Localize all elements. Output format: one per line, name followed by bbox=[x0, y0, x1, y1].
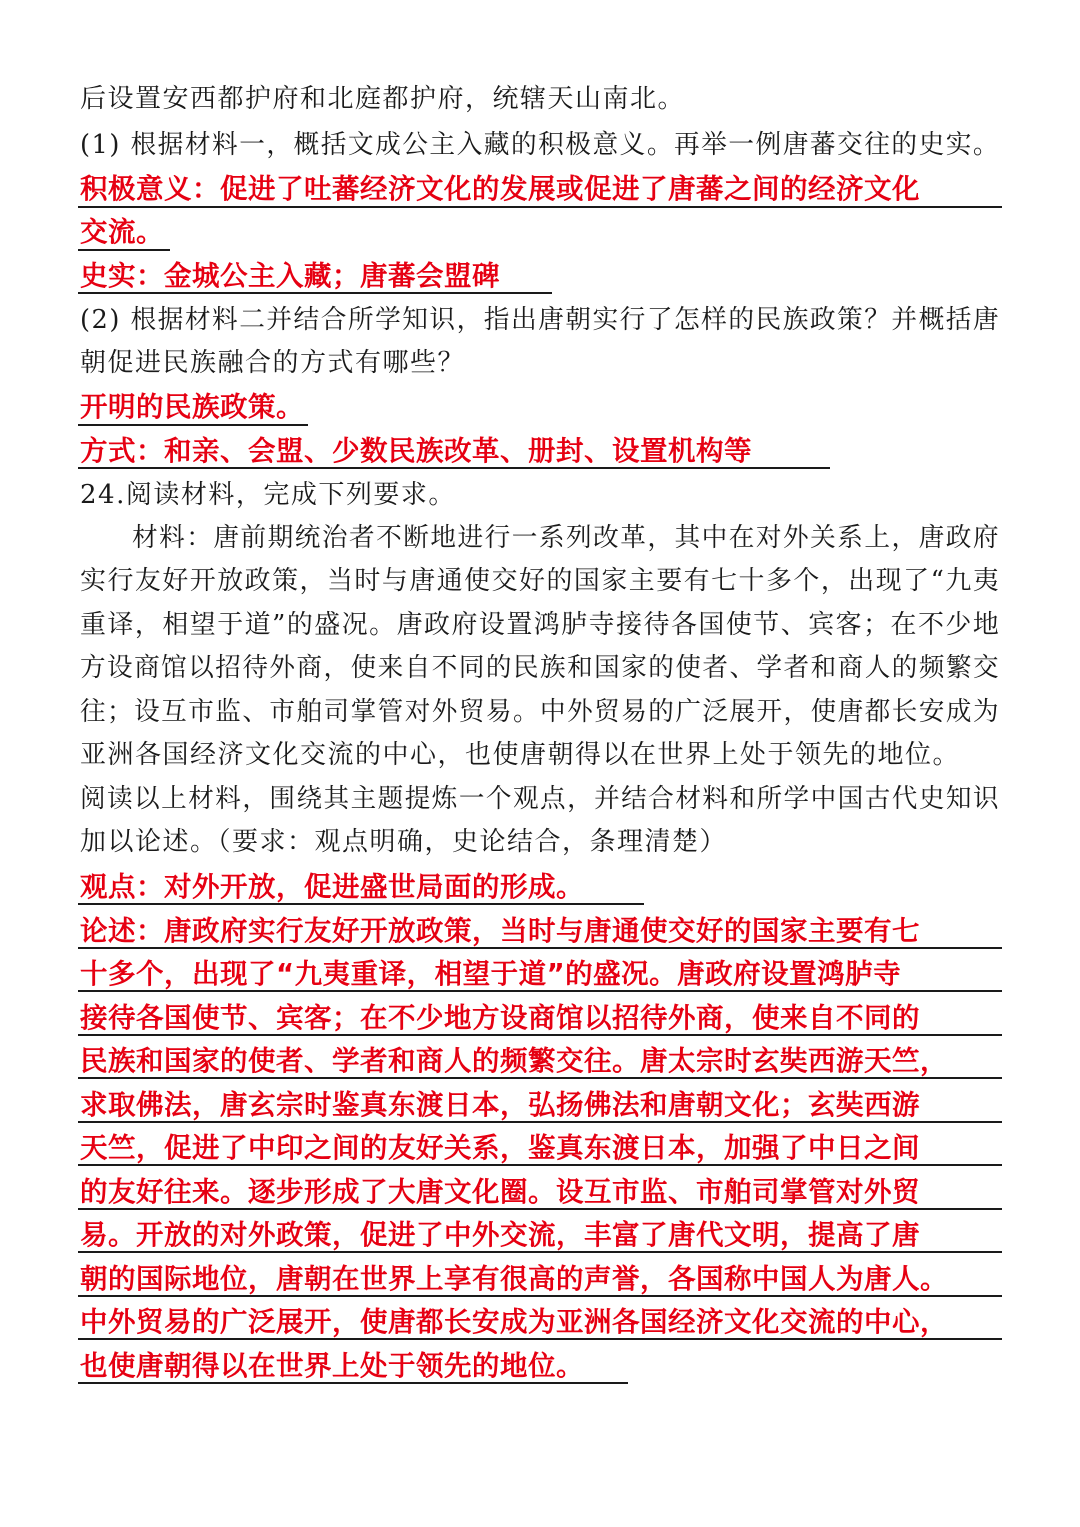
material-paragraph: 重译，相望于道”的盛况。唐政府设置鸿胪寺接待各国使节、宾客；在不少地 bbox=[80, 610, 1001, 640]
answer-underline bbox=[78, 1208, 1002, 1210]
answer-24-argument: 天竺，促进了中印之间的友好关系，鉴真东渡日本，加强了中日之间 bbox=[80, 1132, 920, 1164]
material-paragraph: 实行友好开放政策，当时与唐通使交好的国家主要有七十多个，出现了“九夷 bbox=[80, 566, 1001, 596]
answer-underline bbox=[78, 1295, 1002, 1297]
answer-24-argument: 易。开放的对外政策，促进了中外交流，丰富了唐代文明，提高了唐 bbox=[80, 1219, 920, 1251]
answer-underline bbox=[78, 206, 1002, 208]
answer-underline bbox=[78, 1121, 1002, 1123]
answer-underline bbox=[78, 990, 1002, 992]
answer-24-argument: 民族和国家的使者、学者和商人的频繁交往。唐太宗时玄奘西游天竺， bbox=[80, 1045, 948, 1077]
answer-underline bbox=[78, 467, 830, 469]
answer-24-argument: 求取佛法，唐玄宗时鉴真东渡日本，弘扬佛法和唐朝文化；玄奘西游 bbox=[80, 1089, 920, 1121]
answer-2-policy: 开明的民族政策。 bbox=[80, 391, 304, 423]
answer-1-facts: 史实：金城公主入藏；唐蕃会盟碑 bbox=[80, 260, 500, 292]
answer-24-argument: 十多个，出现了“九夷重译，相望于道”的盛况。唐政府设置鸿胪寺 bbox=[80, 958, 902, 990]
question-2: (2) 根据材料二并结合所学知识，指出唐朝实行了怎样的民族政策？并概括唐 bbox=[80, 305, 1001, 335]
answer-2-methods: 方式：和亲、会盟、少数民族改革、册封、设置机构等 bbox=[80, 435, 752, 467]
question-24-title: 24.阅读材料，完成下列要求。 bbox=[80, 480, 456, 510]
question-1: (1) 根据材料一，概括文成公主入藏的积极意义。再举一例唐蕃交往的史实。 bbox=[80, 130, 1001, 160]
material-paragraph: 亚洲各国经济文化交流的中心，也使唐朝得以在世界上处于领先的地位。 bbox=[80, 740, 961, 770]
answer-underline bbox=[78, 903, 644, 905]
answer-underline bbox=[78, 1164, 1002, 1166]
question-24-prompt: 阅读以上材料，围绕其主题提炼一个观点，并结合材料和所学中国古代史知识 bbox=[80, 784, 1001, 814]
material-paragraph: 往；设互市监、市舶司掌管对外贸易。中外贸易的广泛展开，使唐都长安成为 bbox=[80, 697, 1001, 727]
answer-24-viewpoint: 观点：对外开放，促进盛世局面的形成。 bbox=[80, 871, 584, 903]
answer-underline bbox=[78, 1338, 1002, 1340]
text-line: 后设置安西都护府和北庭都护府，统辖天山南北。 bbox=[80, 84, 686, 114]
answer-underline bbox=[78, 947, 1002, 949]
answer-underline bbox=[78, 1382, 628, 1384]
answer-24-argument: 也使唐朝得以在世界上处于领先的地位。 bbox=[80, 1350, 584, 1382]
material-paragraph: 材料：唐前期统治者不断地进行一系列改革，其中在对外关系上，唐政府 bbox=[132, 523, 1001, 553]
answer-24-argument: 中外贸易的广泛展开，使唐都长安成为亚洲各国经济文化交流的中心， bbox=[80, 1306, 948, 1338]
answer-24-argument: 接待各国使节、宾客；在不少地方设商馆以招待外商，使来自不同的 bbox=[80, 1002, 920, 1034]
answer-underline bbox=[78, 249, 170, 251]
answer-24-argument: 的友好往来。逐步形成了大唐文化圈。设互市监、市舶司掌管对外贸 bbox=[80, 1176, 920, 1208]
answer-underline bbox=[78, 1077, 1002, 1079]
question-2-cont: 朝促进民族融合的方式有哪些？ bbox=[80, 348, 466, 378]
question-24-prompt-cont: 加以论述。（要求：观点明确，史论结合，条理清楚） bbox=[80, 827, 728, 857]
answer-24-argument: 论述：唐政府实行友好开放政策，当时与唐通使交好的国家主要有七 bbox=[80, 915, 920, 947]
answer-underline bbox=[78, 1034, 1002, 1036]
answer-1-significance-cont: 交流。 bbox=[80, 216, 164, 248]
answer-underline bbox=[78, 292, 552, 294]
answer-24-argument: 朝的国际地位，唐朝在世界上享有很高的声誉，各国称中国人为唐人。 bbox=[80, 1263, 948, 1295]
answer-underline bbox=[78, 1251, 1002, 1253]
answer-underline bbox=[78, 424, 308, 426]
answer-1-significance: 积极意义：促进了吐蕃经济文化的发展或促进了唐蕃之间的经济文化 bbox=[80, 173, 920, 205]
material-paragraph: 方设商馆以招待外商，使来自不同的民族和国家的使者、学者和商人的频繁交 bbox=[80, 653, 1001, 683]
